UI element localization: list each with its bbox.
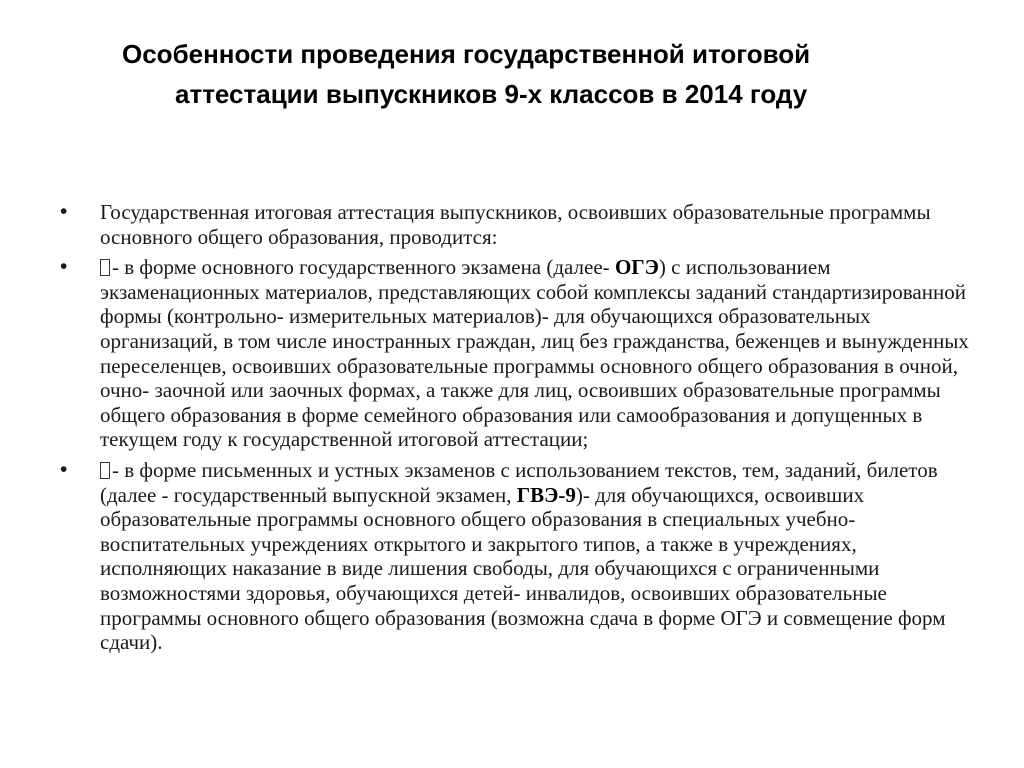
item-text-post: )- для обучающихся, освоивших образовательные программы основного общего образования в специальных учебно- воспитательных учреждениях открытого и закрытого типов, а также в учреждениях, исполняющих наказание в виде лишения свободы, для обучающихся с ограниченными возможностями здоровья, обучающихся детей- инвалидов, освоивших образовательные программы основного общего образования (возможна сдача в форме ОГЭ и совмещение форм сдачи). <box>100 482 946 655</box>
missing-glyph-icon <box>100 259 110 276</box>
item-abbrev-gve: ГВЭ-9 <box>516 482 576 507</box>
item-text-post: ) с использованием экзаменационных материалов, представляющих собой комплексы заданий стандартизированной формы (контрольно- измерительных материалов)- для обучающихся образовательных организаций, в том числе иностранных граждан, лиц без гражданства, беженцев и вынужденных переселенцев, освоивших образовательные программы основного общего образования в очной, очно- заочной или заочных формах, а также для лиц, освоивших образовательные программы общего образования в форме семейного образования или самообразования и допущенных в текущем году к государственной итоговой аттестации; <box>100 255 969 452</box>
item-text-pre: - в форме основного государственного экзамена (далее- <box>112 255 615 280</box>
bullet-icon: • <box>60 457 68 481</box>
slide-title <box>120 34 980 114</box>
missing-glyph-icon <box>100 462 110 479</box>
title-line-2: аттестации выпускников 9-х классов в 2014 году <box>175 79 808 109</box>
title-line-1: Особенности проведения государственной итоговой <box>122 39 811 69</box>
item-text: Государственная итоговая аттестация выпускников, освоивших образовательные программы основного общего образования, проводится: <box>100 200 931 249</box>
list-item <box>60 200 970 249</box>
bullet-icon: • <box>60 200 68 223</box>
list-item <box>60 458 970 655</box>
item-text-pre: - в форме письменных и устных экзаменов с использованием текстов, тем, заданий, билетов (далее - государственный выпускной экзамен, <box>100 457 938 507</box>
bullet-icon: • <box>60 255 68 279</box>
list-item <box>60 255 970 452</box>
item-abbrev-oge: ОГЭ <box>614 255 659 280</box>
bullet-list <box>60 200 970 661</box>
